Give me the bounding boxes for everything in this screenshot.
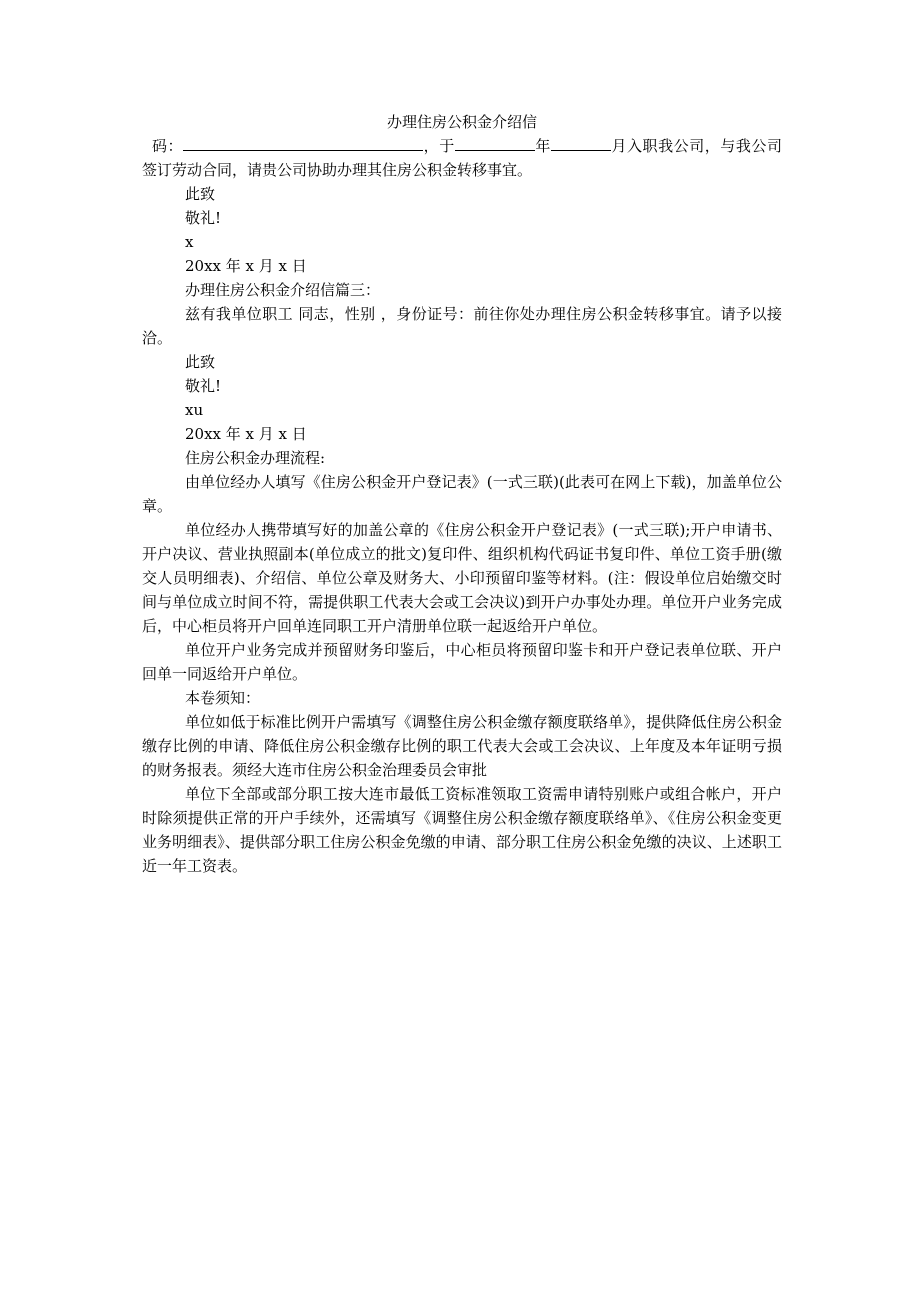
section-heading: 办理住房公积金介绍信篇三： [185, 281, 381, 299]
notice-heading: 本卷须知： [185, 689, 261, 707]
date: 20xx 年 x 月 x 日 [185, 257, 307, 275]
process-heading: 住房公积金办理流程: [185, 449, 326, 467]
date: 20xx 年 x 月 x 日 [185, 425, 307, 443]
salutation: 此致 [185, 353, 216, 371]
process-paragraph: 由单位经办人填写《住房公积金开户登记表》(一式三联)(此表可在网上下载)，加盖单位公章。 [142, 473, 782, 515]
signer: x [185, 233, 194, 251]
regards: 敬礼! [185, 209, 222, 227]
process-paragraph: 单位经办人携带填写好的加盖公章的《住房公积金开户登记表》(一式三联);开户申请书、开户决议、营业执照副本(单位成立的批文)复印件、组织机构代码证书复印件、单位工资手册(缴交人员明细表)、介绍信、单位公章及财务大、小印预留印鉴等材料。(注：假设单位启始缴交时间与单位成立时间不符，需提供职工代表大会或工会决议)到开户办事处办理。单位开户业务完成后，中心柜员将开户回单连同职工开户清册单位联一起返给开户单位。 [142, 521, 782, 635]
notice-paragraph: 单位下全部或部分职工按大连市最低工资标准领取工资需申请特别账户或组合帐户，开户时除须提供正常的开户手续外，还需填写《调整住房公积金缴存额度联络单》、《住房公积金变更业务明细表》、提供部分职工住房公积金免缴的申请、部分职工住房公积金免缴的决议、上述职工近一年工资表。 [142, 785, 782, 875]
blank-field-year [455, 134, 535, 151]
notice-paragraph: 单位如低于标准比例开户需填写《调整住房公积金缴存额度联络单》，提供降低住房公积金缴存比例的申请、降低住房公积金缴存比例的职工代表大会或工会决议、上年度及本年证明亏损的财务报表。须经大连市住房公积金治理委员会审批 [142, 713, 782, 779]
blank-field-code [183, 134, 423, 151]
signer: xu [185, 401, 204, 419]
regards: 敬礼! [185, 377, 222, 395]
intro-rest: 月入职我公司，与我公司签订劳动合同，请贵公司协助办理其住房公积金转移事宜。 [142, 137, 782, 179]
intro-year: 年 [534, 137, 551, 155]
process-paragraph: 单位开户业务完成并预留财务印鉴后，中心柜员将预留印鉴卡和开户登记表单位联、开户回单一同返给开户单位。 [142, 641, 782, 683]
blank-field-month [551, 134, 611, 151]
document-title: 办理住房公积金介绍信 [386, 113, 537, 131]
salutation: 此致 [185, 185, 216, 203]
document-page [142, 110, 782, 878]
intro-paragraph [142, 134, 782, 182]
section-body: 兹有我单位职工 同志，性别 ，身份证号：前往你处办理住房公积金转移事宜。请予以接洽。 [142, 305, 782, 347]
intro-sep: ，于 [423, 137, 455, 155]
intro-prefix: 码： [152, 137, 184, 155]
